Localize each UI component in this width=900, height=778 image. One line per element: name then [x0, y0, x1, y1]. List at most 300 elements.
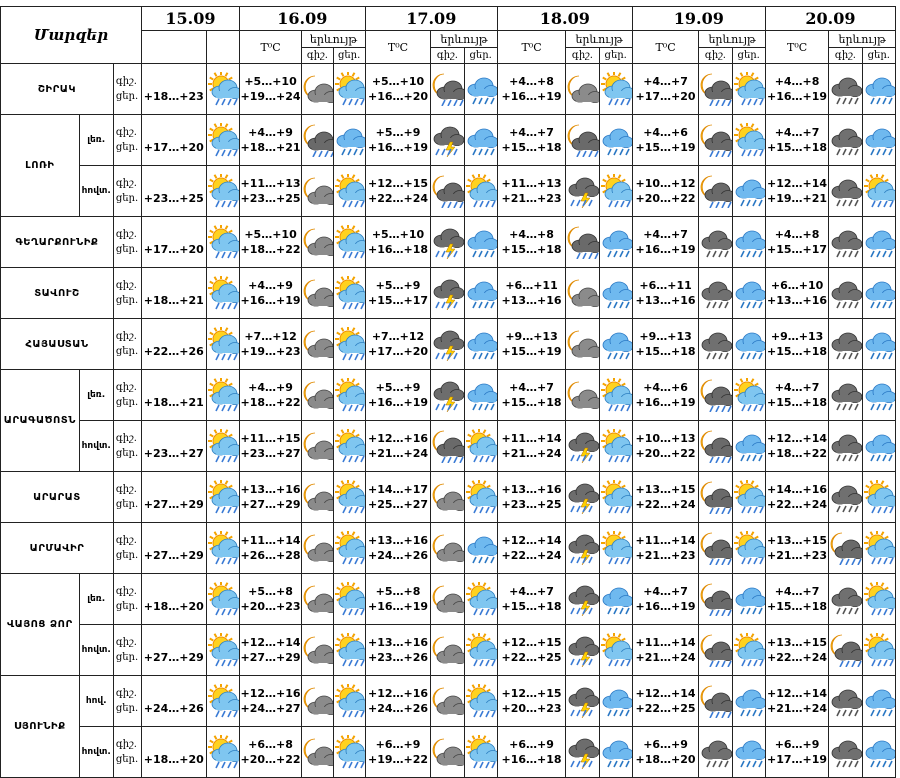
night-temp: +4…+9: [248, 381, 293, 394]
day-temp: +24…+26: [367, 702, 429, 715]
day-weather-cell: [599, 115, 632, 166]
dark-cloud-rain-icon: [829, 123, 861, 157]
night-temp: +4…+6: [643, 381, 688, 394]
day-temp: +16…+19: [367, 600, 429, 613]
day-weather-cell: [599, 625, 632, 676]
night-weather-cell: [699, 421, 732, 472]
night-label: գիշ.: [115, 127, 137, 138]
moon-cloud-rain-icon: [699, 582, 731, 616]
day-label: ցեր.: [115, 499, 139, 510]
temp-range-cell: [632, 166, 699, 217]
sun-cloud-rain-icon: [207, 480, 239, 514]
temp-range-15: +27…+29: [142, 625, 206, 676]
day-weather-cell: [599, 319, 632, 370]
sun-cloud-rain-icon: [334, 633, 365, 667]
region-subzone: հովտ.: [79, 727, 113, 778]
sun-cloud-rain-icon: [863, 633, 895, 667]
temp-range-cell: [765, 166, 828, 217]
day-weather-cell: [333, 472, 365, 523]
night-day-labels: [113, 523, 141, 574]
moon-cloud-icon: [431, 633, 463, 667]
night-temp: +13…+16: [501, 483, 562, 496]
day-temp: +15…+19: [635, 141, 696, 154]
moon-cloud-icon: [302, 582, 332, 616]
day-label: ցեր.: [115, 193, 139, 204]
night-temp: +12…+15: [501, 687, 562, 700]
temp-range-cell: [239, 421, 301, 472]
night-temp: +4…+8: [774, 228, 820, 241]
day-temp: +16…+18: [367, 243, 429, 256]
temp-range-cell: [632, 472, 699, 523]
temp-range-15: +18…+21: [142, 370, 206, 421]
moon-cloud-icon: [566, 276, 598, 310]
day-temp: +23…+25: [501, 498, 562, 511]
moon-cloud-icon: [302, 633, 332, 667]
night-temp: +4…+7: [509, 585, 554, 598]
night-label: գիշ.: [115, 280, 137, 291]
cloud-rain-icon: [600, 582, 632, 616]
day-temp: +20…+22: [240, 753, 301, 766]
day-weather-cell: [464, 421, 497, 472]
day-weather-cell: [464, 115, 497, 166]
day-weather-cell: [732, 625, 765, 676]
night-weather-cell: [302, 319, 333, 370]
day-label: ցեր.: [115, 244, 139, 255]
dark-cloud-rain-icon: [829, 276, 861, 310]
day-temp: +22…+24: [501, 549, 562, 562]
day-weather-cell: [862, 115, 895, 166]
weather-icon-cell: [206, 625, 239, 676]
moon-cloud-icon: [302, 480, 332, 514]
temp-range-cell: [632, 319, 699, 370]
temp-range-cell: [239, 217, 301, 268]
moon-cloud-icon: [302, 684, 332, 718]
night-temp: +12…+14: [767, 432, 828, 445]
sun-cloud-rain-icon: [207, 174, 239, 208]
table-row: [1, 625, 896, 676]
temp-range-cell: [632, 268, 699, 319]
night-weather-cell: [699, 115, 732, 166]
forecast-table: [0, 6, 896, 778]
night-weather-cell: [699, 64, 732, 115]
night-label: գիշ.: [115, 433, 137, 444]
day-weather-cell: [862, 166, 895, 217]
day-weather-cell: [333, 523, 365, 574]
night-day-labels: [113, 64, 141, 115]
sun-cloud-rain-icon: [465, 633, 497, 667]
moon-cloud-rain-icon: [829, 531, 861, 565]
weather-icon-cell: [206, 676, 239, 727]
weather-icon-cell: [206, 319, 239, 370]
temp-range-cell: [497, 472, 566, 523]
day-temp: +20…+23: [501, 702, 562, 715]
night-weather-cell: [566, 166, 599, 217]
temp-range-cell: [239, 727, 301, 778]
moon-cloud-icon: [431, 684, 463, 718]
dark-cloud-rain-icon: [829, 327, 861, 361]
day-weather-cell: [732, 115, 765, 166]
night-day-labels: [113, 268, 141, 319]
temp-range-cell: [632, 115, 699, 166]
night-weather-cell: [302, 727, 333, 778]
day-temp: +21…+23: [767, 549, 828, 562]
moon-cloud-icon: [302, 429, 332, 463]
sun-cloud-rain-icon: [465, 480, 497, 514]
cloud-rain-icon: [733, 327, 765, 361]
temp-header-empty: [142, 31, 206, 64]
night-label: գիշ.: [115, 688, 137, 699]
region-name: ԱՐՄԱՎԻՐ: [1, 523, 114, 574]
temp-range-cell: [497, 676, 566, 727]
temp-range-cell: [765, 370, 828, 421]
icon-header-empty: [206, 31, 239, 64]
night-temp: +13…+15: [635, 483, 696, 496]
temp-range-cell: [632, 64, 699, 115]
table-row: [1, 676, 896, 727]
region-name: ԼՈՌԻ: [1, 115, 80, 217]
table-row: [1, 115, 896, 166]
night-temp: +5…+8: [375, 585, 421, 598]
temp-header: T⁰C: [239, 31, 301, 64]
day-temp: +24…+26: [367, 549, 429, 562]
day-temp: +15…+17: [767, 243, 828, 256]
night-weather-cell: [829, 64, 862, 115]
day-weather-cell: [732, 217, 765, 268]
temp-header: T⁰C: [497, 31, 566, 64]
dark-cloud-rain-icon: [829, 429, 861, 463]
region-subzone: լեռ.: [79, 370, 113, 421]
night-temp: +13…+15: [767, 534, 828, 547]
cloud-rain-icon: [600, 735, 632, 769]
temp-range-cell: [365, 727, 431, 778]
night-weather-cell: [566, 574, 599, 625]
night-temp: +12…+14: [240, 636, 301, 649]
sun-cloud-rain-icon: [207, 633, 239, 667]
night-weather-cell: [431, 676, 464, 727]
day-weather-cell: [732, 268, 765, 319]
region-column-header: Մարզեր: [1, 7, 142, 64]
cloud-rain-icon: [863, 684, 895, 718]
night-weather-cell: [431, 727, 464, 778]
table-row: [1, 268, 896, 319]
day-weather-cell: [464, 523, 497, 574]
temp-range-cell: [632, 421, 699, 472]
temp-range-cell: [365, 676, 431, 727]
weather-icon-cell: [206, 217, 239, 268]
temp-range-15: +18…+20: [142, 727, 206, 778]
day-temp: +20…+22: [635, 192, 696, 205]
region-name: ՎԱՅՈՑ ՁՈՐ: [1, 574, 80, 676]
temp-range-cell: [239, 523, 301, 574]
temp-range-cell: [632, 370, 699, 421]
weather-icon-cell: [206, 421, 239, 472]
temp-range-cell: [365, 421, 431, 472]
dark-cloud-rain-icon: [829, 174, 861, 208]
day-label: ցեր.: [115, 91, 139, 102]
day-weather-cell: [464, 676, 497, 727]
temp-range-15: +17…+20: [142, 115, 206, 166]
day-temp: +16…+20: [367, 90, 429, 103]
moon-cloud-rain-icon: [699, 429, 731, 463]
weather-icon-cell: [206, 472, 239, 523]
night-temp: +5…+9: [375, 279, 421, 292]
night-weather-cell: [566, 421, 599, 472]
day-temp: +23…+25: [240, 192, 301, 205]
cloud-rain-icon: [733, 429, 765, 463]
sun-cloud-rain-icon: [207, 72, 239, 106]
day-weather-cell: [464, 268, 497, 319]
table-row: [1, 64, 896, 115]
day-weather-cell: [599, 64, 632, 115]
table-row: [1, 523, 896, 574]
day-weather-cell: [464, 319, 497, 370]
moon-cloud-rain-icon: [699, 531, 731, 565]
night-weather-cell: [566, 727, 599, 778]
cloud-rain-icon: [863, 429, 895, 463]
night-temp: +6…+10: [770, 279, 824, 292]
night-label: գիշ.: [115, 484, 137, 495]
night-temp: +11…+13: [501, 177, 562, 190]
night-weather-cell: [431, 523, 464, 574]
temp-range-cell: [765, 115, 828, 166]
night-weather-cell: [431, 472, 464, 523]
night-label: գիշ.: [115, 76, 137, 87]
day-weather-cell: [862, 217, 895, 268]
sun-cloud-rain-icon: [733, 378, 765, 412]
day-temp: +22…+24: [767, 498, 828, 511]
night-weather-cell: [699, 472, 732, 523]
night-temp: +12…+16: [367, 432, 429, 445]
temp-range-cell: [497, 268, 566, 319]
cloud-rain-icon: [733, 225, 765, 259]
day-temp: +17…+20: [367, 345, 429, 358]
night-weather-cell: [302, 472, 333, 523]
day-label: ցեր.: [115, 652, 139, 663]
day-weather-cell: [464, 370, 497, 421]
temp-range-cell: [765, 268, 828, 319]
cloud-rain-icon: [600, 684, 632, 718]
moon-cloud-rain-icon: [302, 123, 332, 157]
dark-cloud-rain-icon: [829, 72, 861, 106]
day-temp: +25…+27: [367, 498, 429, 511]
temp-range-cell: [765, 625, 828, 676]
day-label: ցեր.: [115, 703, 139, 714]
day-weather-cell: [862, 268, 895, 319]
temp-range-cell: [497, 370, 566, 421]
cloud-storm-icon: [566, 684, 598, 718]
temp-header: T⁰C: [632, 31, 699, 64]
night-weather-cell: [431, 115, 464, 166]
region-name: ՀԱՅԱՍՏԱՆ: [1, 319, 114, 370]
cloud-rain-icon: [465, 378, 497, 412]
night-weather-cell: [699, 727, 732, 778]
moon-cloud-icon: [302, 225, 332, 259]
temp-range-cell: [765, 319, 828, 370]
moon-cloud-icon: [566, 327, 598, 361]
night-temp: +4…+8: [774, 75, 820, 88]
night-header: գիշ.: [566, 48, 599, 64]
temp-range-cell: [632, 727, 699, 778]
day-temp: +21…+23: [635, 549, 696, 562]
dark-cloud-rain-icon: [829, 684, 861, 718]
night-weather-cell: [829, 727, 862, 778]
sun-cloud-rain-icon: [600, 633, 632, 667]
temp-range-cell: [239, 472, 301, 523]
night-day-labels: [113, 115, 141, 166]
day-weather-cell: [732, 166, 765, 217]
day-temp: +15…+18: [767, 345, 828, 358]
night-weather-cell: [699, 166, 732, 217]
temp-range-cell: [365, 574, 431, 625]
day-temp: +18…+20: [635, 753, 696, 766]
dark-cloud-rain-icon: [699, 735, 731, 769]
moon-cloud-rain-icon: [699, 480, 731, 514]
table-row: [1, 319, 896, 370]
weather-icon-cell: [206, 523, 239, 574]
table-row: [1, 472, 896, 523]
sun-cloud-rain-icon: [465, 429, 497, 463]
night-temp: +6…+9: [774, 738, 820, 751]
table-row: [1, 574, 896, 625]
sun-cloud-rain-icon: [465, 582, 497, 616]
moon-cloud-rain-icon: [699, 378, 731, 412]
moon-cloud-icon: [431, 735, 463, 769]
night-weather-cell: [566, 64, 599, 115]
region-subzone: հով.: [79, 676, 113, 727]
day-temp: +23…+27: [240, 447, 301, 460]
day-header: ցեր.: [333, 48, 365, 64]
cloud-rain-icon: [863, 123, 895, 157]
sun-cloud-rain-icon: [207, 225, 239, 259]
night-weather-cell: [302, 676, 333, 727]
night-label: գիշ.: [115, 178, 137, 189]
day-weather-cell: [732, 319, 765, 370]
night-temp: +14…+17: [367, 483, 429, 496]
cloud-storm-icon: [566, 633, 598, 667]
day-label: ցեր.: [115, 550, 139, 561]
night-temp: +11…+14: [501, 432, 562, 445]
night-weather-cell: [302, 268, 333, 319]
day-temp: +17…+19: [767, 753, 828, 766]
weather-icon-cell: [206, 727, 239, 778]
temp-header: T⁰C: [765, 31, 828, 64]
night-weather-cell: [829, 166, 862, 217]
night-temp: +12…+16: [367, 687, 429, 700]
date-header: 18.09: [497, 7, 632, 31]
night-temp: +11…+15: [240, 432, 301, 445]
night-weather-cell: [302, 217, 333, 268]
night-temp: +11…+14: [635, 534, 696, 547]
night-header: գիշ.: [431, 48, 464, 64]
night-label: գիշ.: [115, 382, 137, 393]
day-temp: +22…+24: [367, 192, 429, 205]
night-temp: +13…+16: [240, 483, 301, 496]
day-temp: +18…+22: [240, 396, 301, 409]
dark-cloud-rain-icon: [829, 480, 861, 514]
sun-cloud-rain-icon: [600, 429, 632, 463]
day-weather-cell: [862, 523, 895, 574]
day-temp: +22…+24: [767, 651, 828, 664]
temp-range-15: +18…+23: [142, 64, 206, 115]
weather-header: երևույթ: [699, 31, 766, 48]
day-weather-cell: [599, 676, 632, 727]
night-temp: +5…+10: [371, 228, 425, 241]
dark-cloud-rain-icon: [829, 225, 861, 259]
temp-range-cell: [497, 523, 566, 574]
day-temp: +27…+29: [240, 498, 301, 511]
temp-range-cell: [239, 625, 301, 676]
moon-cloud-icon: [431, 582, 463, 616]
night-temp: +12…+15: [367, 177, 429, 190]
night-temp: +6…+11: [639, 279, 692, 292]
day-temp: +21…+24: [767, 702, 828, 715]
temp-range-cell: [632, 625, 699, 676]
night-temp: +5…+10: [244, 228, 297, 241]
night-weather-cell: [431, 268, 464, 319]
night-weather-cell: [829, 523, 862, 574]
day-weather-cell: [732, 472, 765, 523]
sun-cloud-rain-icon: [207, 531, 239, 565]
temp-range-cell: [765, 727, 828, 778]
cloud-storm-icon: [566, 174, 598, 208]
moon-cloud-rain-icon: [699, 123, 731, 157]
night-temp: +4…+7: [774, 381, 820, 394]
weather-icon-cell: [206, 574, 239, 625]
cloud-rain-icon: [733, 276, 765, 310]
night-temp: +4…+6: [643, 126, 688, 139]
cloud-rain-icon: [863, 735, 895, 769]
cloud-rain-icon: [733, 174, 765, 208]
night-temp: +13…+16: [367, 636, 429, 649]
cloud-rain-icon: [600, 276, 632, 310]
day-weather-cell: [333, 421, 365, 472]
region-name: ՍՅՈՒՆԻՔ: [1, 676, 80, 778]
night-label: գիշ.: [115, 586, 137, 597]
moon-cloud-rain-icon: [699, 174, 731, 208]
moon-cloud-rain-icon: [829, 633, 861, 667]
cloud-rain-icon: [465, 123, 497, 157]
night-weather-cell: [829, 574, 862, 625]
sun-cloud-rain-icon: [863, 531, 895, 565]
night-temp: +4…+8: [509, 228, 554, 241]
day-temp: +15…+18: [501, 243, 562, 256]
day-weather-cell: [464, 727, 497, 778]
night-weather-cell: [302, 166, 333, 217]
day-weather-cell: [862, 727, 895, 778]
sun-cloud-rain-icon: [207, 327, 239, 361]
moon-cloud-icon: [302, 327, 332, 361]
moon-cloud-icon: [302, 735, 332, 769]
sun-cloud-rain-icon: [863, 582, 895, 616]
day-temp: +19…+22: [367, 753, 429, 766]
date-header: 19.09: [632, 7, 765, 31]
sun-cloud-rain-icon: [334, 276, 365, 310]
night-weather-cell: [431, 319, 464, 370]
day-temp: +22…+25: [501, 651, 562, 664]
temp-range-cell: [365, 370, 431, 421]
day-weather-cell: [464, 166, 497, 217]
day-temp: +15…+18: [767, 600, 828, 613]
night-weather-cell: [566, 472, 599, 523]
cloud-rain-icon: [600, 123, 632, 157]
day-temp: +16…+19: [367, 396, 429, 409]
temp-range-cell: [239, 676, 301, 727]
night-temp: +6…+8: [248, 738, 293, 751]
day-temp: +15…+19: [501, 345, 562, 358]
night-temp: +10…+12: [635, 177, 696, 190]
night-day-labels: [113, 727, 141, 778]
temp-range-cell: [632, 217, 699, 268]
